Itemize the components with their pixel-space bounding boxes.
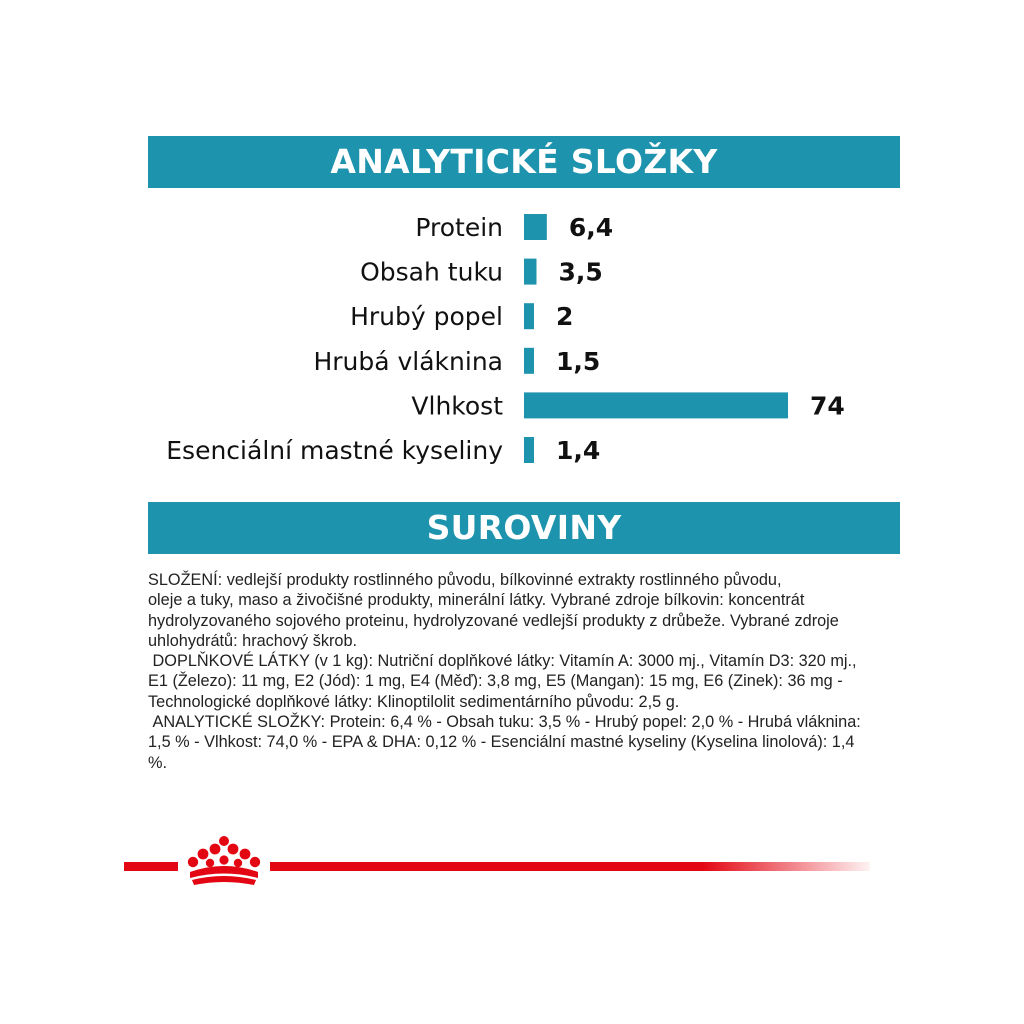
- category-label: Esenciální mastné kyseliny: [166, 436, 503, 465]
- value-label: 2: [556, 302, 574, 332]
- crown-icon: [188, 836, 260, 885]
- composition-line: %.: [148, 753, 168, 772]
- category-label: Protein: [415, 213, 503, 242]
- value-label: 6,4: [568, 213, 614, 242]
- composition-line: uhlohydrátů: hrachový škrob.: [148, 631, 358, 650]
- category-label: Obsah tuku: [360, 257, 503, 287]
- value-label: 74: [810, 391, 845, 421]
- value-label: 1,4: [556, 436, 601, 465]
- bar: [524, 348, 534, 374]
- bar: [524, 303, 534, 329]
- category-label: Hrubý popel: [350, 302, 503, 332]
- composition-line: SLOŽENÍ: vedlejší produkty rostlinného původu, bílkovinné extrakty rostlinného původu,: [148, 571, 782, 589]
- ingredients-section-header: SUROVINY: [148, 502, 900, 554]
- category-label: Hrubá vláknina: [313, 346, 503, 376]
- value-label: 1,5: [556, 346, 601, 376]
- composition-line: Technologické doplňkové látky: Klinoptilolit sedimentárního původu: 2,5 g.: [148, 692, 680, 711]
- composition-line: 1,5 % - Vlhkost: 74,0 % - EPA & DHA: 0,12 % - Esenciální mastné kyseliny (Kyselina linolová): 1,4: [148, 733, 855, 752]
- bar: [524, 437, 534, 463]
- composition-line: DOPLŇKOVÉ LÁTKY (v 1 kg): Nutriční doplňkové látky: Vitamín A: 3000 mj., Vitamín D3: 320 mj.,: [148, 652, 857, 671]
- bar: [524, 392, 788, 418]
- brand-strip-left: [124, 862, 178, 871]
- brand-strip-right: [270, 862, 870, 871]
- category-label: Vlhkost: [411, 391, 503, 421]
- composition-line: E1 (Železo): 11 mg, E2 (Jód): 1 mg, E4 (Měď): 3,8 mg, E5 (Mangan): 15 mg, E6 (Zinek): 36 mg -: [148, 672, 843, 691]
- composition-line: oleje a tuky, maso a živočišné produkty, minerální látky. Vybrané zdroje bílkovin: koncentrát: [148, 591, 805, 610]
- nutrient-bar-chart: [140, 200, 880, 480]
- value-label: 3,5: [558, 257, 603, 287]
- bar: [524, 214, 547, 240]
- composition-text: [148, 570, 900, 773]
- bar: [524, 259, 536, 285]
- brand-strip: [124, 836, 874, 896]
- composition-line: hydrolyzovaného sojového proteinu, hydrolyzované vedlejší produkty z drůbeže. Vybrané zdroje: [148, 611, 839, 630]
- analytic-section-header: ANALYTICKÉ SLOŽKY: [148, 136, 900, 188]
- composition-line: ANALYTICKÉ SLOŽKY: Protein: 6,4 % - Obsah tuku: 3,5 % - Hrubý popel: 2,0 % - Hrubá vláknina:: [148, 713, 861, 732]
